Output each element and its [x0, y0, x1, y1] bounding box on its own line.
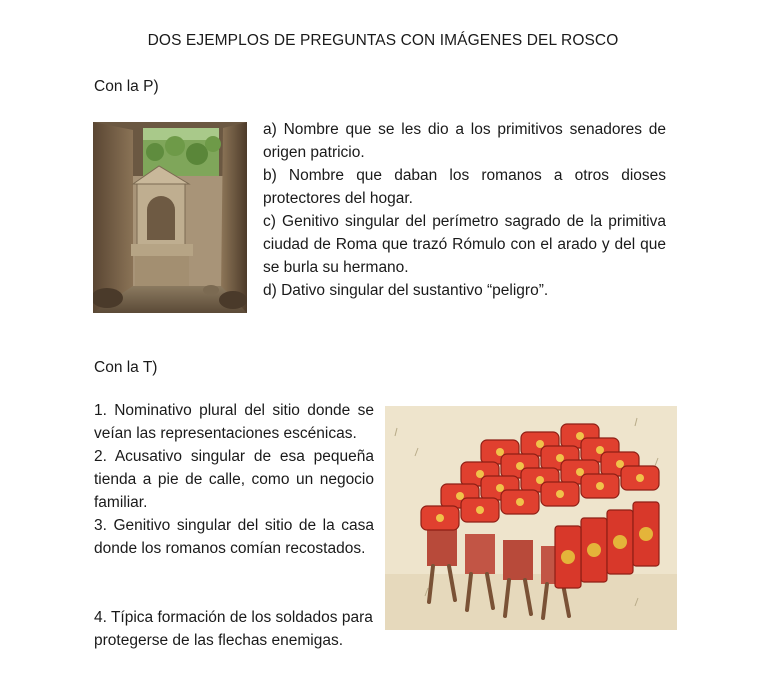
question-t-3: 3. Genitivo singular del sitio de la casa donde los romanos comían recostados.: [94, 517, 374, 557]
question-p-b: b) Nombre que daban los romanos a otros dioses protectores del hogar.: [263, 167, 666, 207]
section-t-heading: Con la T): [94, 359, 158, 376]
lararium-photo: [93, 122, 247, 313]
testudo-illustration: [385, 406, 677, 630]
section-t-questions: [94, 399, 374, 560]
question-t-1: 1. Nominativo plural del sitio donde se veían las representaciones escénicas.: [94, 402, 374, 442]
question-p-d: d) Dativo singular del sustantivo “peligro”.: [263, 282, 549, 299]
question-t-2: 2. Acusativo singular de esa pequeña tienda a pie de calle, como un negocio familiar.: [94, 448, 374, 511]
question-t-4: 4. Típica formación de los soldados para protegerse de las flechas enemigas.: [94, 609, 373, 649]
question-p-a: a) Nombre que se les dio a los primitivos senadores de origen patricio.: [263, 121, 666, 161]
section-p-heading: Con la P): [94, 78, 159, 95]
page-title: DOS EJEMPLOS DE PREGUNTAS CON IMÁGENES DEL ROSCO: [147, 32, 619, 49]
section-p-questions: [263, 118, 666, 302]
question-p-c: c) Genitivo singular del perímetro sagrado de la primitiva ciudad de Roma que trazó Rómulo con el arado y del que se burla su hermano.: [263, 213, 666, 276]
